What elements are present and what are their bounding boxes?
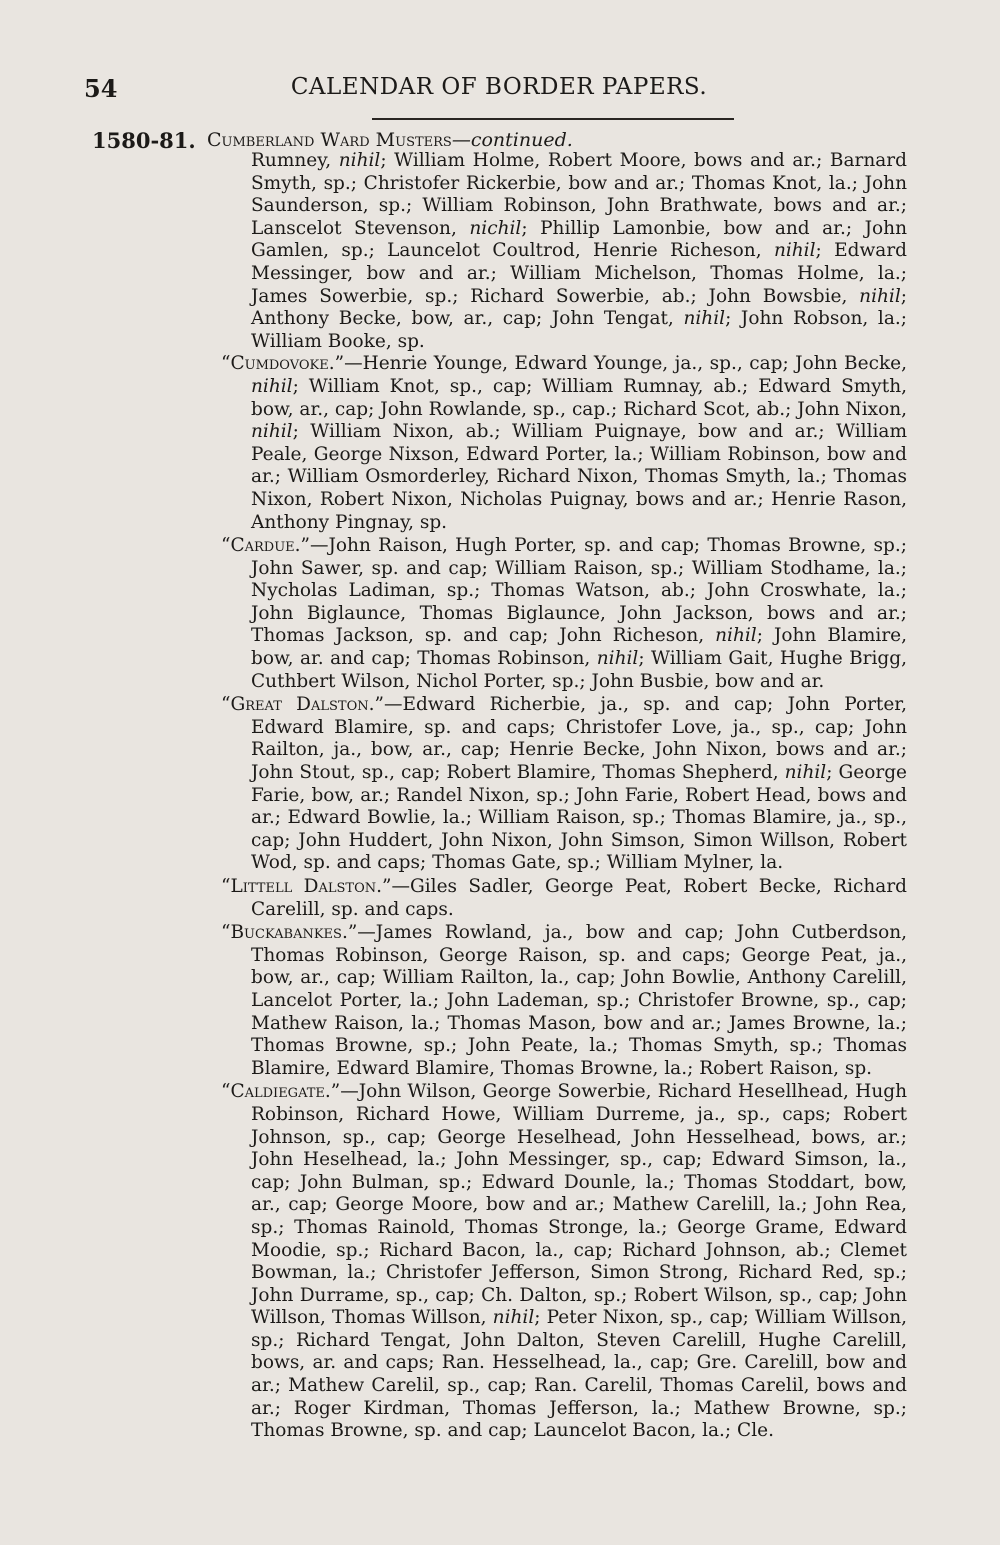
latin-term: nihil [492,1307,535,1329]
entry-rumney [251,150,907,353]
entry-text: —Giles Sadler, George Peat, Robert Becke, Richard Carelill, sp. and caps. [251,876,907,920]
entry-cumdovoke [221,353,907,534]
entry-place: “Cumdovoke.” [221,353,345,375]
section-heading-main: Cumberland Ward Musters [207,129,452,151]
header-rule [372,118,734,120]
entry-text: —Henrie Younge, Edward Younge, ja., sp., cap; John Becke, nihil; William Knot, sp., cap; William Rumnay, ab.; Edward Smyth, bow, ar., cap; John Rowlande, sp., cap.; Richard Scot, ab.; John Nixon, nihil; William Nixon, ab.; William Puignaye, bow and ar.; William Peale, George Nixson, Edward Porter, la.; William Robinson, bow and ar.; William Osmorderley, Richard Nixon, Thomas Smyth, la.; Thomas Nixon, Robert Nixon, Nicholas Puignay, bows and ar.; Henrie Rason, Anthony Pingnay, sp. [251,353,907,533]
page-number: 54 [84,74,118,103]
entry-great-dalston [221,694,907,875]
latin-term: nihil [784,762,827,784]
latin-term: nihil [251,375,293,397]
latin-term: nihil [683,308,726,330]
page-header [84,74,914,110]
latin-term: nihil [596,648,639,670]
entry-text: —James Rowland, ja., bow and cap; John Cutberdson, Thomas Robinson, George Raison, sp. and caps; George Peat, ja., bow, ar., cap; William Railton, la., cap; John Bowlie, Anthony Carelill, Lancelot Porter, la.; John Lademan, sp.; Christofer Browne, sp., cap; Mathew Raison, la.; Thomas Mason, bow and ar.; James Browne, la.; Thomas Browne, sp.; John Peate, la.; Thomas Smyth, sp.; Thomas Blamire, Edward Blamire, Thomas Browne, la.; Robert Raison, sp. [251,922,907,1079]
latin-term: nichil [469,217,522,239]
entry-text: Rumney, nihil; William Holme, Robert Moore, bows and ar.; Barnard Smyth, sp.; Christofer Rickerbie, bow and ar.; Thomas Knot, la.; John Saunderson, sp.; William Robinson, John Brathwate, bows and ar.; Lanscelot Stevenson, nichil; Phillip Lamonbie, bow and ar.; John Gamlen, sp.; Launcelot Coultrod, Henrie Richeson, nihil; Edward Messinger, bow and ar.; William Michelson, Thomas Holme, la.; James Sowerbie, sp.; Richard Sowerbie, ab.; John Bowsbie, nihil; Anthony Becke, bow, ar., cap; John Tengat, nihil; John Robson, la.; William Booke, sp. [251,150,908,352]
entry-place: “Buckabankes.” [221,922,358,944]
section-heading [207,129,573,151]
entry-buckabankes [221,922,907,1080]
entry-text: —John Wilson, George Sowerbie, Richard Hesellhead, Hugh Robinson, Richard Howe, William Durreme, ja., sp., caps; Robert Johnson, sp., cap; George Heselhead, John Hesselhead, bows, ar.; John Heselhead, la.; John Messinger, sp., cap; Edward Simson, la., cap; John Bulman, sp.; Edward Dounle, la.; Thomas Stoddart, bow, ar., cap; George Moore, bow and ar.; Mathew Carelill, la.; John Rea, sp.; Thomas Rainold, Thomas Stronge, la.; George Grame, Edward Moodie, sp.; Richard Bacon, la., cap; Richard Johnson, ab.; Clemet Bowman, la.; Christofer Jefferson, Simon Strong, Richard Red, sp.; John Durrame, sp., cap; Ch. Dalton, sp.; Robert Wilson, sp., cap; John Willson, Thomas Willson, nihil; Peter Nixon, sp., cap; William Willson, sp.; Richard Tengat, John Dalton, Steven Carelill, Hughe Carelill, bows, ar. and caps; Ran. Hesselhead, la., cap; Gre. Carelill, bow and ar.; Mathew Carelil, sp., cap; Ran. Carelil, Thomas Carelil, bows and ar.; Roger Kirdman, Thomas Jefferson, la.; Mathew Browne, sp.; Thomas Browne, sp. and cap; Launcelot Bacon, la.; Cle. [251,1081,908,1442]
latin-term: nihil [338,150,381,171]
entry-text: —John Raison, Hugh Porter, sp. and cap; Thomas Browne, sp.; John Sawer, sp. and cap; William Raison, sp.; William Stodhame, la.; Nycholas Ladiman, sp.; Thomas Watson, ab.; John Croswhate, la.; John Biglaunce, Thomas Biglaunce, John Jackson, bows and ar.; Thomas Jackson, sp. and cap; John Richeson, nihil; John Blamire, bow, ar. and cap; Thomas Robinson, nihil; William Gait, Hughe Brigg, Cuthbert Wilson, Nichol Porter, sp.; John Busbie, bow and ar. [251,535,908,692]
latin-term: nihil [251,421,293,443]
musters-body [221,150,908,1443]
latin-term: nihil [773,240,816,262]
entry-text: —Edward Richerbie, ja., sp. and cap; John Porter, Edward Blamire, sp. and caps; Christofer Love, ja., sp., cap; John Railton, ja., bow, ar., cap; Henrie Becke, John Nixon, bows and ar.; John Stout, sp., cap; Robert Blamire, Thomas Shepherd, nihil; George Farie, bow, ar.; Randel Nixon, sp.; John Farie, Robert Head, bows and ar.; Edward Bowlie, la.; William Raison, sp.; Thomas Blamire, ja., sp., cap; John Huddert, John Nixon, John Simson, Simon Willson, Robert Wod, sp. and caps; Thomas Gate, sp.; William Mylner, la. [251,694,907,874]
entry-place: “Caldiegate.” [221,1081,341,1103]
section-heading-cont: —continued. [451,129,573,151]
entry-place: “Littell Dalston.” [221,876,392,897]
entry-cardue [221,535,908,693]
entry-littell-dalston [221,876,907,921]
entry-place: “Great Dalston.” [221,694,384,716]
running-title: CALENDAR OF BORDER PAPERS. [290,74,708,100]
section-year: 1580-81. [92,128,196,153]
entry-place: “Cardue.” [221,535,310,557]
entry-caldiegate [221,1081,908,1443]
latin-term: nihil [859,285,901,307]
latin-term: nihil [715,625,757,647]
